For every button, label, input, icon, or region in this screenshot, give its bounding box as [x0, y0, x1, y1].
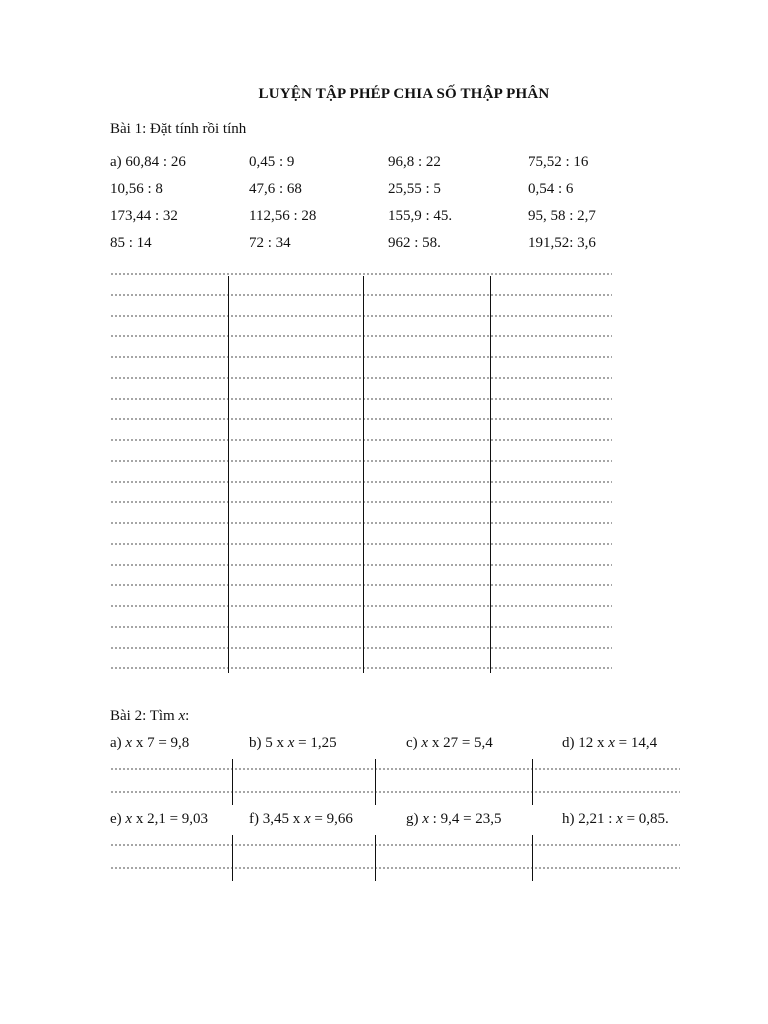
column-divider: [363, 276, 364, 673]
division-problem: 0,54 : 6: [528, 181, 574, 197]
problem-text: e): [110, 811, 126, 827]
dotted-answer-line: [110, 315, 612, 317]
column-divider: [232, 759, 233, 805]
dotted-answer-line: [110, 273, 612, 275]
column-divider: [228, 276, 229, 673]
division-problem: 0,45 : 9: [249, 154, 295, 170]
problem-text: x 7 = 9,8: [132, 735, 190, 751]
dotted-answer-line: [110, 398, 612, 400]
problem-text: d) 12 x: [562, 735, 609, 751]
problem-text: f) 3,45 x: [249, 811, 304, 827]
dotted-answer-line: [110, 335, 612, 337]
dotted-answer-line: [110, 564, 612, 566]
dotted-answer-line: [110, 501, 612, 503]
find-x-problem: [406, 735, 493, 752]
variable-x: x: [608, 735, 615, 751]
problem-text: g): [406, 811, 423, 827]
division-problem: 962 : 58.: [388, 235, 441, 251]
dotted-answer-line: [110, 418, 612, 420]
dotted-answer-line: [110, 584, 612, 586]
division-problem: 173,44 : 32: [110, 208, 178, 224]
dotted-answer-line: [110, 377, 612, 379]
column-divider: [375, 759, 376, 805]
division-problem: 96,8 : 22: [388, 154, 441, 170]
find-x-problem: [249, 735, 337, 752]
problem-text: = 0,85.: [622, 811, 669, 827]
exercise-1-heading: Bài 1: Đặt tính rồi tính: [110, 121, 247, 137]
find-x-problem: [110, 735, 189, 752]
division-problem: 72 : 34: [249, 235, 291, 251]
dotted-answer-line: [110, 768, 680, 770]
column-divider: [532, 759, 533, 805]
division-problem: 112,56 : 28: [249, 208, 317, 224]
page-title: LUYỆN TẬP PHÉP CHIA SỐ THẬP PHÂN: [258, 86, 550, 102]
variable-x: x: [125, 811, 133, 827]
division-problem: 10,56 : 8: [110, 181, 163, 197]
problem-text: = 14,4: [614, 735, 658, 751]
dotted-answer-line: [110, 791, 680, 793]
find-x-problem: [562, 735, 657, 752]
problem-text: h) 2,21 :: [562, 811, 617, 827]
division-problem: 155,9 : 45.: [388, 208, 453, 224]
exercise-2-heading-prefix: Bài 2: Tìm: [110, 708, 179, 724]
problem-text: a): [110, 735, 126, 751]
problem-text: x 2,1 = 9,03: [132, 811, 209, 827]
exercise-2-heading-suffix: :: [185, 708, 190, 724]
division-problem: 75,52 : 16: [528, 154, 589, 170]
dotted-answer-line: [110, 356, 612, 358]
dotted-answer-line: [110, 667, 612, 669]
variable-x: x: [304, 811, 311, 827]
find-x-problem: [110, 811, 208, 828]
division-problem: 25,55 : 5: [388, 181, 441, 197]
division-problem: a) 60,84 : 26: [110, 154, 186, 170]
division-problem: 95, 58 : 2,7: [528, 208, 596, 224]
division-problem: 85 : 14: [110, 235, 152, 251]
variable-x: x: [421, 735, 429, 751]
column-divider: [490, 276, 491, 673]
problem-text: = 9,66: [310, 811, 353, 827]
dotted-answer-line: [110, 460, 612, 462]
division-problem: 191,52: 3,6: [528, 235, 596, 251]
variable-x: x: [422, 811, 429, 827]
problem-text: = 1,25: [294, 735, 337, 751]
dotted-answer-line: [110, 481, 612, 483]
exercise-2-heading: [110, 708, 189, 725]
dotted-answer-line: [110, 867, 680, 869]
problem-text: x 27 = 5,4: [428, 735, 493, 751]
dotted-answer-line: [110, 626, 612, 628]
column-divider: [375, 835, 376, 881]
find-x-problem: [249, 811, 353, 828]
problem-text: : 9,4 = 23,5: [428, 811, 502, 827]
dotted-answer-line: [110, 294, 612, 296]
column-divider: [232, 835, 233, 881]
variable-x: x: [616, 811, 623, 827]
column-divider: [532, 835, 533, 881]
dotted-answer-line: [110, 844, 680, 846]
dotted-answer-line: [110, 522, 612, 524]
dotted-answer-line: [110, 543, 612, 545]
find-x-problem: [562, 811, 669, 828]
variable-x: x: [287, 735, 295, 751]
dotted-answer-line: [110, 605, 612, 607]
division-problem: 47,6 : 68: [249, 181, 302, 197]
exercise-2-heading-variable: x: [178, 708, 186, 724]
variable-x: x: [125, 735, 133, 751]
problem-text: c): [406, 735, 422, 751]
problem-text: b) 5 x: [249, 735, 288, 751]
dotted-answer-line: [110, 647, 612, 649]
find-x-problem: [406, 811, 502, 828]
dotted-answer-line: [110, 439, 612, 441]
